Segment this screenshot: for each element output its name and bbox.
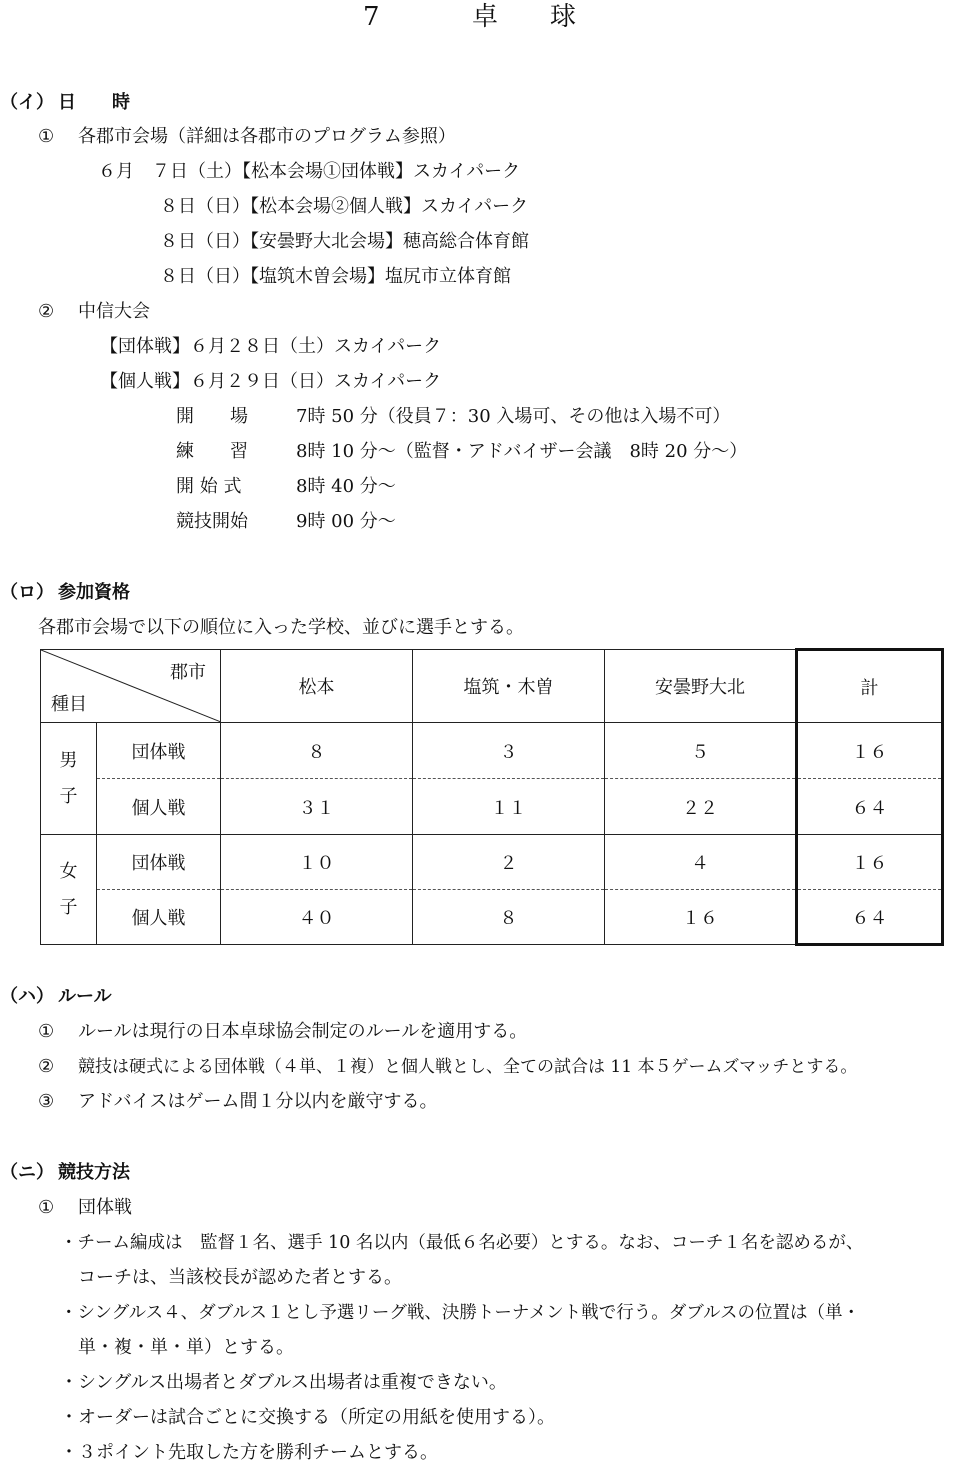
section-ni-heading: 競技方法: [58, 1162, 130, 1183]
gender-boys-char2: 子: [59, 785, 78, 807]
event-label: 団体戦: [97, 835, 221, 890]
method-1-text: 団体戦: [78, 1197, 132, 1218]
method-bullet-4: ・オーダーは試合ごとに交換する（所定の用紙を使用する）。: [60, 1407, 555, 1428]
column-header-matsumoto: 松本: [221, 650, 413, 723]
section-ha-heading: ルール: [58, 986, 112, 1007]
section-i-item2-mark: ②: [38, 301, 55, 322]
method-bullet-1-cont: コーチは、当該校長が認めた者とする。: [78, 1267, 402, 1288]
table-cell: ３: [413, 723, 605, 779]
section-i-label: （イ）: [0, 92, 54, 113]
section-i-item2-text: 中信大会: [78, 301, 150, 322]
method-bullet-5: ・３ポイント先取した方を勝利チームとする。: [60, 1442, 438, 1463]
gender-girls-char1: 女: [59, 860, 78, 882]
event-label: 個人戦: [97, 779, 221, 835]
event-label: 個人戦: [97, 890, 221, 945]
section-ro-heading: 参加資格: [58, 582, 130, 603]
section-ro-text: 各郡市会場で以下の順位に入った学校、並びに選手とする。: [38, 617, 524, 638]
page-title: 卓 球: [472, 2, 577, 32]
table-cell: ２: [413, 835, 605, 890]
method-bullet-2: ・シングルス４、ダブルス１とし予選リーグ戦、決勝トーナメント戦で行う。ダブルスの位置は（単・: [60, 1303, 861, 1323]
table-cell: １１: [413, 779, 605, 835]
event-label: 団体戦: [97, 723, 221, 779]
schedule-value-ceremony: 8時 40 分～: [296, 476, 396, 497]
rule-2-text: 競技は硬式による団体戦（４単、１複）と個人戦とし、全ての試合は 11 本５ゲームズマッチとする。: [78, 1057, 858, 1077]
schedule-value-start: 9時 00 分～: [296, 511, 396, 532]
gender-cell-girls: [41, 835, 97, 945]
schedule-line-2: ８日（日）【松本会場②個人戦】スカイパーク: [160, 196, 529, 217]
schedule-line-1: ６月 ７日（土）【松本会場①団体戦】スカイパーク: [98, 161, 521, 182]
corner-label-district: 郡市: [170, 662, 206, 683]
table-cell-total: ６４: [797, 890, 943, 945]
title-number: 7: [363, 2, 380, 32]
schedule-label-open: 開 場: [176, 406, 248, 427]
method-1-mark: ①: [38, 1197, 55, 1218]
column-header-total: 計: [797, 650, 943, 723]
section-i-heading: 日 時: [58, 92, 130, 113]
rule-2-mark: ②: [38, 1056, 55, 1077]
table-cell: ４: [605, 835, 797, 890]
schedule-label-practice: 練 習: [176, 441, 248, 462]
method-bullet-2-cont: 単・複・単・単）とする。: [78, 1337, 294, 1358]
section-i-item1-mark: ①: [38, 126, 55, 147]
table-cell-total: １６: [797, 723, 943, 779]
schedule-line-4: ８日（日）【塩筑木曽会場】塩尻市立体育館: [160, 266, 511, 287]
schedule-line-3: ８日（日）【安曇野大北会場】穂高総合体育館: [160, 231, 529, 252]
rule-1-mark: ①: [38, 1021, 55, 1042]
table-corner-cell: [41, 650, 221, 723]
column-header-azumino-daihoku: 安曇野大北: [605, 650, 797, 723]
rule-3-text: アドバイスはゲーム間１分以内を厳守する。: [78, 1091, 438, 1112]
table-cell: ３１: [221, 779, 413, 835]
rule-3-mark: ③: [38, 1091, 55, 1112]
section-ha-label: （ハ）: [0, 986, 54, 1007]
schedule-label-start: 競技開始: [176, 511, 248, 532]
gender-cell-boys: [41, 723, 97, 835]
section-ro-label: （ロ）: [0, 582, 54, 603]
schedule-label-ceremony: 開 始 式: [176, 476, 242, 497]
table-cell: ５: [605, 723, 797, 779]
table-cell: ４０: [221, 890, 413, 945]
gender-boys-char1: 男: [59, 749, 78, 771]
method-bullet-1: ・チーム編成は 監督１名、選手 10 名以内（最低６名必要）とする。なお、コーチ１名を認めるが、: [60, 1233, 864, 1253]
table-cell: ２２: [605, 779, 797, 835]
gender-girls-char2: 子: [59, 896, 78, 918]
individual-event-date: 【個人戦】６月２９日（日）スカイパーク: [100, 371, 442, 392]
table-cell: ８: [221, 723, 413, 779]
column-header-enchiku-kiso: 塩筑・木曽: [413, 650, 605, 723]
qualification-table: [40, 648, 944, 946]
table-cell: １０: [221, 835, 413, 890]
team-event-date: 【団体戦】６月２８日（土）スカイパーク: [100, 336, 442, 357]
corner-label-event: 種目: [51, 694, 87, 715]
section-ni-label: （ニ）: [0, 1162, 54, 1183]
schedule-value-practice: 8時 10 分～（監督・アドバイザー会議 8時 20 分～）: [296, 441, 748, 462]
section-i-item1-text: 各郡市会場（詳細は各郡市のプログラム参照）: [78, 126, 456, 147]
table-cell-total: １６: [797, 835, 943, 890]
table-cell: ８: [413, 890, 605, 945]
table-cell: １６: [605, 890, 797, 945]
schedule-value-open: 7時 50 分（役員７：30 入場可、その他は入場不可）: [296, 406, 731, 427]
rule-1-text: ルールは現行の日本卓球協会制定のルールを適用する。: [78, 1021, 528, 1042]
table-cell-total: ６４: [797, 779, 943, 835]
method-bullet-3: ・シングルス出場者とダブルス出場者は重複できない。: [60, 1372, 507, 1393]
